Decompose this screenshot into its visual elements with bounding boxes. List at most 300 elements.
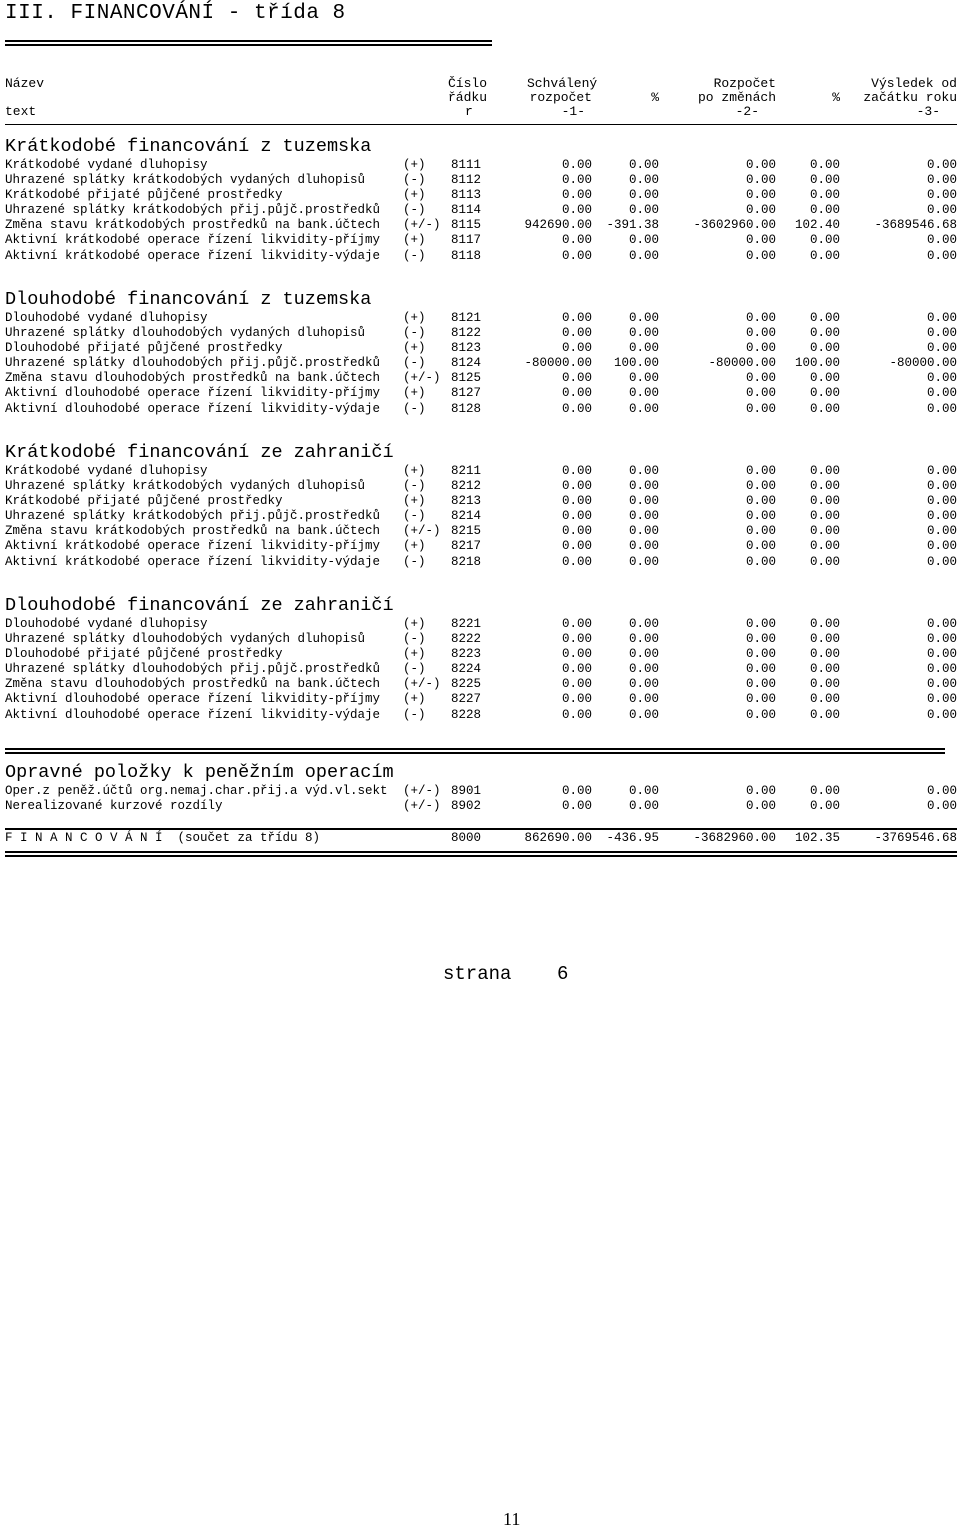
row-sign: (+/-) bbox=[403, 524, 441, 539]
table-row bbox=[5, 188, 957, 203]
row-number: 8121 bbox=[451, 311, 482, 325]
row-name: Nerealizované kurzové rozdíly bbox=[5, 799, 223, 814]
row-pct-2: 0.00 bbox=[809, 386, 840, 401]
header-zacatku-roku: začátku roku bbox=[863, 90, 957, 105]
row-schvaleny: 0.00 bbox=[561, 539, 592, 554]
total-double-rule bbox=[5, 851, 957, 857]
row-po-zmenach: 0.00 bbox=[745, 248, 776, 263]
header-vysledek: Výsledek od bbox=[871, 76, 957, 91]
row-pct-1: 0.00 bbox=[628, 632, 659, 647]
title-double-rule bbox=[5, 40, 492, 46]
row-schvaleny: 0.00 bbox=[561, 662, 592, 677]
row-number: 8117 bbox=[451, 233, 482, 248]
row-vysledek: 0.00 bbox=[926, 371, 957, 386]
row-schvaleny: 0.00 bbox=[561, 707, 592, 722]
row-pct-1: 0.00 bbox=[628, 371, 659, 386]
row-sign: (+/-) bbox=[403, 799, 441, 814]
row-pct-2: 0.00 bbox=[809, 632, 840, 647]
row-name: Dlouhodobé vydané dluhopisy bbox=[5, 617, 208, 631]
row-pct-2: 0.00 bbox=[809, 677, 840, 692]
row-pct-1: 0.00 bbox=[628, 647, 659, 662]
row-po-zmenach: 0.00 bbox=[745, 371, 776, 386]
row-name: Krátkodobé přijaté půjčené prostředky bbox=[5, 188, 283, 203]
row-pct-1: 100.00 bbox=[613, 356, 659, 371]
row-schvaleny: 0.00 bbox=[561, 554, 592, 569]
row-pct-1: -391.38 bbox=[606, 218, 659, 233]
row-vysledek: 0.00 bbox=[926, 248, 957, 263]
header-po-zmenach: po změnách bbox=[697, 90, 776, 105]
table-row bbox=[5, 494, 957, 509]
row-sign: (+) bbox=[403, 617, 426, 631]
row-vysledek: 0.00 bbox=[926, 662, 957, 677]
row-vysledek: 0.00 bbox=[926, 203, 957, 218]
row-pct-1: 0.00 bbox=[628, 341, 659, 356]
row-pct-1: 0.00 bbox=[628, 539, 659, 554]
row-pct-1: 0.00 bbox=[628, 479, 659, 494]
row-schvaleny: 0.00 bbox=[561, 326, 592, 341]
row-pct-2: 102.40 bbox=[794, 218, 840, 233]
row-name: Krátkodobé přijaté půjčené prostředky bbox=[5, 494, 283, 509]
row-schvaleny: 0.00 bbox=[561, 509, 592, 524]
section-title: Opravné položky k peněžním operacím bbox=[5, 762, 394, 783]
table-row bbox=[5, 341, 957, 356]
row-schvaleny: 0.00 bbox=[561, 494, 592, 509]
table-row bbox=[5, 708, 957, 723]
header-col-1: -1- bbox=[561, 104, 585, 119]
row-pct-2: 0.00 bbox=[809, 524, 840, 539]
row-vysledek: 0.00 bbox=[926, 311, 957, 325]
row-name: Uhrazené splátky krátkodobých přij.půjč.prostředků bbox=[5, 509, 381, 524]
section-dlouhodobe-tuzemsko bbox=[5, 289, 957, 417]
section-title: Krátkodobé financování ze zahraničí bbox=[5, 442, 394, 463]
row-po-zmenach: 0.00 bbox=[745, 326, 776, 341]
row-pct-1: 0.00 bbox=[628, 799, 659, 814]
row-vysledek: 0.00 bbox=[926, 173, 957, 188]
row-name: Dlouhodobé přijaté půjčené prostředky bbox=[5, 341, 283, 356]
row-pct-2: 0.00 bbox=[809, 341, 840, 356]
row-po-zmenach: 0.00 bbox=[745, 799, 776, 814]
row-sign: (-) bbox=[403, 203, 426, 218]
row-po-zmenach: 0.00 bbox=[745, 617, 776, 631]
total-vysledek: -3769546.68 bbox=[874, 831, 957, 845]
row-sign: (+/-) bbox=[403, 218, 441, 233]
row-pct-1: 0.00 bbox=[628, 386, 659, 401]
section-double-rule bbox=[5, 748, 945, 754]
row-schvaleny: 0.00 bbox=[561, 311, 592, 325]
row-number: 8228 bbox=[451, 707, 482, 722]
table-row bbox=[5, 464, 957, 479]
table-row bbox=[5, 249, 957, 264]
row-vysledek: 0.00 bbox=[926, 233, 957, 248]
table-row bbox=[5, 647, 957, 662]
row-vysledek: 0.00 bbox=[926, 554, 957, 569]
row-schvaleny: 942690.00 bbox=[524, 218, 592, 233]
table-row bbox=[5, 799, 957, 814]
row-pct-1: 0.00 bbox=[628, 692, 659, 707]
row-pct-2: 0.00 bbox=[809, 311, 840, 325]
row-schvaleny: 0.00 bbox=[561, 233, 592, 248]
row-schvaleny: 0.00 bbox=[561, 188, 592, 203]
row-po-zmenach: 0.00 bbox=[745, 707, 776, 722]
header-radku: řádku bbox=[448, 90, 488, 105]
row-name: Krátkodobé vydané dluhopisy bbox=[5, 158, 208, 172]
row-schvaleny: -80000.00 bbox=[524, 356, 592, 371]
row-po-zmenach: 0.00 bbox=[745, 784, 776, 798]
row-pct-2: 0.00 bbox=[809, 617, 840, 631]
row-schvaleny: 0.00 bbox=[561, 632, 592, 647]
row-name: Aktivní dlouhodobé operace řízení likvidity-příjmy bbox=[5, 386, 381, 401]
row-number: 8224 bbox=[451, 662, 482, 677]
row-po-zmenach: 0.00 bbox=[745, 524, 776, 539]
total-pct-1: -436.95 bbox=[606, 831, 659, 845]
row-vysledek: 0.00 bbox=[926, 158, 957, 172]
table-row bbox=[5, 158, 957, 173]
row-schvaleny: 0.00 bbox=[561, 158, 592, 172]
row-pct-1: 0.00 bbox=[628, 464, 659, 478]
table-row bbox=[5, 784, 957, 799]
row-po-zmenach: 0.00 bbox=[745, 233, 776, 248]
row-schvaleny: 0.00 bbox=[561, 371, 592, 386]
row-po-zmenach: 0.00 bbox=[745, 341, 776, 356]
row-sign: (-) bbox=[403, 248, 426, 263]
row-pct-2: 0.00 bbox=[809, 464, 840, 478]
row-pct-2: 0.00 bbox=[809, 554, 840, 569]
row-pct-2: 0.00 bbox=[809, 784, 840, 798]
row-number: 8114 bbox=[451, 203, 482, 218]
row-number: 8111 bbox=[451, 158, 482, 172]
page-title: III. FINANCOVÁNÍ - třída 8 bbox=[5, 2, 346, 25]
row-pct-2: 0.00 bbox=[809, 173, 840, 188]
row-sign: (-) bbox=[403, 509, 426, 524]
row-name: Uhrazené splátky krátkodobých vydaných dluhopisů bbox=[5, 173, 366, 188]
section-kratkodobe-tuzemsko bbox=[5, 136, 957, 264]
table-row bbox=[5, 524, 957, 539]
row-po-zmenach: 0.00 bbox=[745, 494, 776, 509]
row-name: Změna stavu krátkodobých prostředků na bank.účtech bbox=[5, 218, 381, 233]
row-vysledek: 0.00 bbox=[926, 386, 957, 401]
row-sign: (+) bbox=[403, 386, 426, 401]
table-row bbox=[5, 173, 957, 188]
row-pct-1: 0.00 bbox=[628, 311, 659, 325]
row-pct-2: 100.00 bbox=[794, 356, 840, 371]
section-rows bbox=[5, 617, 957, 723]
row-schvaleny: 0.00 bbox=[561, 617, 592, 631]
row-pct-1: 0.00 bbox=[628, 509, 659, 524]
row-vysledek: 0.00 bbox=[926, 464, 957, 478]
header-row-2 bbox=[5, 91, 957, 105]
row-pct-2: 0.00 bbox=[809, 233, 840, 248]
row-po-zmenach: 0.00 bbox=[745, 203, 776, 218]
row-vysledek: 0.00 bbox=[926, 632, 957, 647]
row-number: 8115 bbox=[451, 218, 482, 233]
row-po-zmenach: 0.00 bbox=[745, 509, 776, 524]
section-rows bbox=[5, 464, 957, 570]
row-pct-1: 0.00 bbox=[628, 188, 659, 203]
header-rozpocet-2: Rozpočet bbox=[713, 76, 776, 91]
table-row bbox=[5, 555, 957, 570]
section-kratkodobe-zahranici bbox=[5, 442, 957, 570]
row-vysledek: 0.00 bbox=[926, 799, 957, 814]
header-col-2: -2- bbox=[735, 104, 759, 119]
table-row bbox=[5, 356, 957, 371]
row-vysledek: 0.00 bbox=[926, 539, 957, 554]
row-sign: (+) bbox=[403, 311, 426, 325]
row-sign: (+) bbox=[403, 539, 426, 554]
row-po-zmenach: -80000.00 bbox=[708, 356, 776, 371]
row-pct-2: 0.00 bbox=[809, 203, 840, 218]
row-pct-2: 0.00 bbox=[809, 707, 840, 722]
row-number: 8118 bbox=[451, 248, 482, 263]
row-name: Změna stavu krátkodobých prostředků na bank.účtech bbox=[5, 524, 381, 539]
row-po-zmenach: 0.00 bbox=[745, 158, 776, 172]
header-row-3 bbox=[5, 105, 957, 119]
row-sign: (-) bbox=[403, 173, 426, 188]
header-row-1 bbox=[5, 77, 957, 91]
row-vysledek: 0.00 bbox=[926, 692, 957, 707]
section-title: Dlouhodobé financování z tuzemska bbox=[5, 289, 372, 310]
row-number: 8123 bbox=[451, 341, 482, 356]
header-pct-2: % bbox=[832, 90, 840, 105]
row-name: Změna stavu dlouhodobých prostředků na bank.účtech bbox=[5, 677, 381, 692]
row-schvaleny: 0.00 bbox=[561, 386, 592, 401]
row-pct-2: 0.00 bbox=[809, 188, 840, 203]
section-rows bbox=[5, 158, 957, 264]
row-po-zmenach: 0.00 bbox=[745, 554, 776, 569]
row-schvaleny: 0.00 bbox=[561, 401, 592, 416]
row-pct-1: 0.00 bbox=[628, 554, 659, 569]
row-number: 8223 bbox=[451, 647, 482, 662]
row-pct-2: 0.00 bbox=[809, 371, 840, 386]
row-sign: (+) bbox=[403, 158, 426, 172]
row-vysledek: 0.00 bbox=[926, 784, 957, 798]
row-po-zmenach: 0.00 bbox=[745, 632, 776, 647]
section-dlouhodobe-zahranici bbox=[5, 595, 957, 723]
row-po-zmenach: 0.00 bbox=[745, 677, 776, 692]
row-sign: (+) bbox=[403, 692, 426, 707]
section-rows bbox=[5, 311, 957, 417]
row-po-zmenach: 0.00 bbox=[745, 173, 776, 188]
row-schvaleny: 0.00 bbox=[561, 799, 592, 814]
row-name: Dlouhodobé přijaté půjčené prostředky bbox=[5, 647, 283, 662]
row-schvaleny: 0.00 bbox=[561, 647, 592, 662]
section-title: Krátkodobé financování z tuzemska bbox=[5, 136, 372, 157]
total-rule-top bbox=[5, 828, 957, 830]
section-title: Dlouhodobé financování ze zahraničí bbox=[5, 595, 394, 616]
page-number: 11 bbox=[503, 1509, 521, 1529]
row-po-zmenach: 0.00 bbox=[745, 386, 776, 401]
row-name: Uhrazené splátky dlouhodobých vydaných dluhopisů bbox=[5, 632, 366, 647]
row-number: 8124 bbox=[451, 356, 482, 371]
total-schvaleny: 862690.00 bbox=[524, 831, 592, 845]
total-po-zmenach: -3682960.00 bbox=[693, 831, 776, 845]
row-vysledek: 0.00 bbox=[926, 647, 957, 662]
row-number: 8227 bbox=[451, 692, 482, 707]
row-schvaleny: 0.00 bbox=[561, 248, 592, 263]
row-sign: (-) bbox=[403, 554, 426, 569]
row-number: 8122 bbox=[451, 326, 482, 341]
row-name: Uhrazené splátky krátkodobých přij.půjč.prostředků bbox=[5, 203, 381, 218]
row-sign: (-) bbox=[403, 401, 426, 416]
row-vysledek: 0.00 bbox=[926, 509, 957, 524]
row-vysledek: 0.00 bbox=[926, 707, 957, 722]
row-name: Aktivní dlouhodobé operace řízení likvidity-výdaje bbox=[5, 707, 381, 722]
row-name: Uhrazené splátky dlouhodobých přij.půjč.prostředků bbox=[5, 356, 381, 371]
row-sign: (+/-) bbox=[403, 371, 441, 386]
row-schvaleny: 0.00 bbox=[561, 341, 592, 356]
row-number: 8902 bbox=[451, 799, 482, 814]
total-row bbox=[5, 831, 957, 846]
row-name: Změna stavu dlouhodobých prostředků na bank.účtech bbox=[5, 371, 381, 386]
row-pct-1: 0.00 bbox=[628, 617, 659, 631]
row-po-zmenach: 0.00 bbox=[745, 464, 776, 478]
page-label: strana 6 bbox=[443, 963, 569, 985]
row-pct-2: 0.00 bbox=[809, 401, 840, 416]
row-number: 8214 bbox=[451, 509, 482, 524]
row-sign: (-) bbox=[403, 326, 426, 341]
row-sign: (+) bbox=[403, 464, 426, 478]
row-pct-2: 0.00 bbox=[809, 158, 840, 172]
row-vysledek: 0.00 bbox=[926, 401, 957, 416]
row-pct-1: 0.00 bbox=[628, 248, 659, 263]
row-sign: (+) bbox=[403, 188, 426, 203]
row-number: 8112 bbox=[451, 173, 482, 188]
row-schvaleny: 0.00 bbox=[561, 203, 592, 218]
row-sign: (+/-) bbox=[403, 677, 441, 692]
row-sign: (+) bbox=[403, 341, 426, 356]
row-pct-1: 0.00 bbox=[628, 401, 659, 416]
row-pct-1: 0.00 bbox=[628, 203, 659, 218]
table-row bbox=[5, 233, 957, 248]
table-row bbox=[5, 509, 957, 524]
row-vysledek: -80000.00 bbox=[889, 356, 957, 371]
row-name: Aktivní krátkodobé operace řízení likvidity-příjmy bbox=[5, 539, 381, 554]
row-number: 8225 bbox=[451, 677, 482, 692]
row-sign: (-) bbox=[403, 662, 426, 677]
row-vysledek: 0.00 bbox=[926, 341, 957, 356]
row-number: 8218 bbox=[451, 554, 482, 569]
table-row bbox=[5, 539, 957, 554]
row-sign: (-) bbox=[403, 356, 426, 371]
row-vysledek: 0.00 bbox=[926, 617, 957, 631]
row-pct-1: 0.00 bbox=[628, 233, 659, 248]
header-col-3: -3- bbox=[916, 104, 940, 119]
row-vysledek: -3689546.68 bbox=[874, 218, 957, 233]
table-row bbox=[5, 386, 957, 401]
row-vysledek: 0.00 bbox=[926, 188, 957, 203]
row-name: Aktivní dlouhodobé operace řízení likvidity-příjmy bbox=[5, 692, 381, 707]
row-pct-1: 0.00 bbox=[628, 707, 659, 722]
section-opravne-polozky bbox=[5, 762, 957, 814]
row-number: 8221 bbox=[451, 617, 482, 631]
row-name: Aktivní krátkodobé operace řízení likvidity-výdaje bbox=[5, 554, 381, 569]
row-number: 8213 bbox=[451, 494, 482, 509]
row-vysledek: 0.00 bbox=[926, 326, 957, 341]
row-schvaleny: 0.00 bbox=[561, 524, 592, 539]
row-name: Krátkodobé vydané dluhopisy bbox=[5, 464, 208, 478]
row-number: 8222 bbox=[451, 632, 482, 647]
row-po-zmenach: 0.00 bbox=[745, 188, 776, 203]
row-number: 8211 bbox=[451, 464, 482, 478]
table-header bbox=[5, 77, 957, 119]
row-pct-2: 0.00 bbox=[809, 662, 840, 677]
row-sign: (+) bbox=[403, 233, 426, 248]
row-number: 8212 bbox=[451, 479, 482, 494]
row-schvaleny: 0.00 bbox=[561, 692, 592, 707]
row-name: Aktivní krátkodobé operace řízení likvidity-příjmy bbox=[5, 233, 381, 248]
header-pct-1: % bbox=[651, 90, 659, 105]
table-row bbox=[5, 203, 957, 218]
row-po-zmenach: 0.00 bbox=[745, 311, 776, 325]
row-name: Uhrazené splátky krátkodobých vydaných dluhopisů bbox=[5, 479, 366, 494]
row-pct-2: 0.00 bbox=[809, 326, 840, 341]
row-pct-1: 0.00 bbox=[628, 662, 659, 677]
total-pct-2: 102.35 bbox=[794, 831, 840, 845]
row-sign: (+/-) bbox=[403, 784, 441, 798]
row-name: Uhrazené splátky dlouhodobých vydaných dluhopisů bbox=[5, 326, 366, 341]
row-schvaleny: 0.00 bbox=[561, 479, 592, 494]
row-pct-2: 0.00 bbox=[809, 539, 840, 554]
row-po-zmenach: 0.00 bbox=[745, 692, 776, 707]
total-label: F I N A N C O V Á N Í (součet za třídu 8) bbox=[5, 831, 321, 845]
row-vysledek: 0.00 bbox=[926, 677, 957, 692]
row-vysledek: 0.00 bbox=[926, 494, 957, 509]
row-schvaleny: 0.00 bbox=[561, 173, 592, 188]
row-po-zmenach: 0.00 bbox=[745, 479, 776, 494]
row-pct-1: 0.00 bbox=[628, 784, 659, 798]
row-pct-2: 0.00 bbox=[809, 494, 840, 509]
row-po-zmenach: -3602960.00 bbox=[693, 218, 776, 233]
row-pct-1: 0.00 bbox=[628, 173, 659, 188]
row-number: 8125 bbox=[451, 371, 482, 386]
row-number: 8113 bbox=[451, 188, 482, 203]
row-name: Aktivní krátkodobé operace řízení likvidity-výdaje bbox=[5, 248, 381, 263]
row-sign: (-) bbox=[403, 479, 426, 494]
row-number: 8128 bbox=[451, 401, 482, 416]
header-rule bbox=[5, 124, 957, 125]
row-schvaleny: 0.00 bbox=[561, 464, 592, 478]
table-row bbox=[5, 326, 957, 341]
row-name: Aktivní dlouhodobé operace řízení likvidity-výdaje bbox=[5, 401, 381, 416]
row-schvaleny: 0.00 bbox=[561, 677, 592, 692]
table-row bbox=[5, 677, 957, 692]
row-sign: (-) bbox=[403, 707, 426, 722]
row-schvaleny: 0.00 bbox=[561, 784, 592, 798]
row-number: 8127 bbox=[451, 386, 482, 401]
row-pct-1: 0.00 bbox=[628, 494, 659, 509]
header-schvaleny: Schválený bbox=[527, 76, 598, 91]
row-name: Dlouhodobé vydané dluhopisy bbox=[5, 311, 208, 325]
row-pct-1: 0.00 bbox=[628, 326, 659, 341]
row-name: Oper.z peněž.účtů org.nemaj.char.přij.a výd.vl.sekt bbox=[5, 784, 388, 798]
row-po-zmenach: 0.00 bbox=[745, 539, 776, 554]
row-pct-2: 0.00 bbox=[809, 799, 840, 814]
table-row bbox=[5, 311, 957, 326]
row-vysledek: 0.00 bbox=[926, 479, 957, 494]
row-po-zmenach: 0.00 bbox=[745, 662, 776, 677]
row-vysledek: 0.00 bbox=[926, 524, 957, 539]
row-number: 8215 bbox=[451, 524, 482, 539]
row-po-zmenach: 0.00 bbox=[745, 401, 776, 416]
table-row bbox=[5, 692, 957, 707]
row-name: Uhrazené splátky dlouhodobých přij.půjč.prostředků bbox=[5, 662, 381, 677]
header-text: text bbox=[5, 104, 37, 119]
header-cislo: Číslo bbox=[448, 76, 488, 91]
table-row bbox=[5, 662, 957, 677]
table-row bbox=[5, 617, 957, 632]
row-sign: (-) bbox=[403, 632, 426, 647]
total-row-number: 8000 bbox=[451, 831, 482, 845]
row-pct-2: 0.00 bbox=[809, 647, 840, 662]
